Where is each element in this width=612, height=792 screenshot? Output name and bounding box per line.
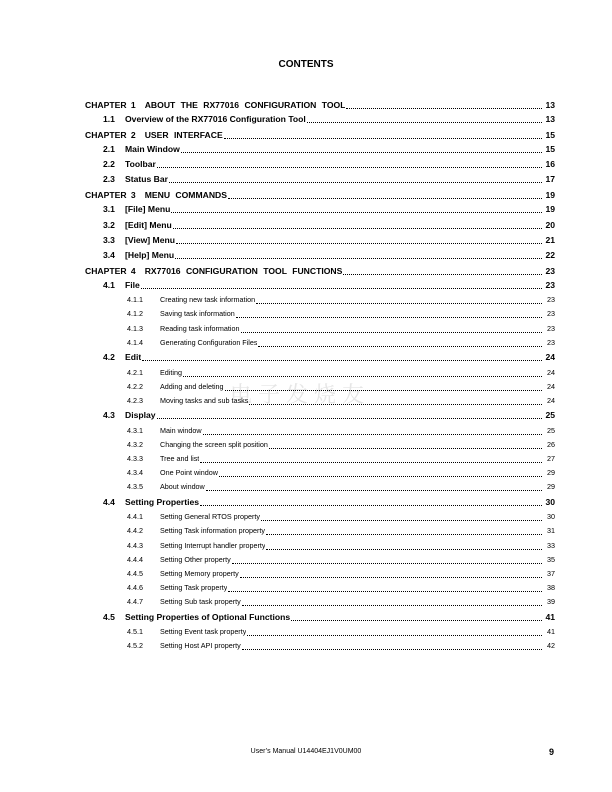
toc-section-row[interactable] xyxy=(85,114,555,126)
toc-number: CHAPTER 1 xyxy=(85,100,136,110)
toc-leader-dots xyxy=(232,563,542,564)
toc-label: RX77016 CONFIGURATION TOOL FUNCTIONS xyxy=(144,266,343,276)
toc-number: 4.5.2 xyxy=(127,641,143,651)
toc-sub-row[interactable] xyxy=(85,468,555,480)
toc-label: Edit xyxy=(125,352,142,363)
toc-sub-row[interactable] xyxy=(85,309,555,321)
toc-sub-row[interactable] xyxy=(85,368,555,380)
toc-label: About window xyxy=(160,482,205,492)
toc-label: Main Window xyxy=(125,144,180,154)
toc-leader-dots xyxy=(269,448,542,449)
toc-page-number: 41 xyxy=(545,611,555,622)
toc-leader-dots xyxy=(291,620,542,621)
toc-leader-dots xyxy=(242,649,542,650)
toc-leader-dots xyxy=(181,152,542,153)
toc-leader-dots xyxy=(258,346,542,347)
toc-number: 4.2.1 xyxy=(127,367,143,377)
toc-page-number: 30 xyxy=(547,512,555,522)
toc-label: Generating Configuration Files xyxy=(160,337,258,347)
toc-page-number: 25 xyxy=(545,410,555,421)
toc-section-row[interactable] xyxy=(85,174,555,186)
toc-page-number: 37 xyxy=(547,568,555,578)
toc-number: 4.4.7 xyxy=(127,597,143,607)
toc-number: 2.2 xyxy=(103,159,115,170)
toc-label: Adding and deleting xyxy=(160,381,224,391)
toc-number: 4.4.3 xyxy=(127,540,143,550)
toc-number: 3.2 xyxy=(103,219,115,230)
toc-number: 3.4 xyxy=(103,250,115,260)
footer-manual-id: User’s Manual U14404EJ1V0UM00 xyxy=(250,748,362,755)
toc-label: Setting General RTOS property xyxy=(160,512,261,522)
toc-number: 4.3.3 xyxy=(127,454,143,463)
toc-leader-dots xyxy=(173,228,542,229)
toc-page-number: 21 xyxy=(545,234,555,245)
toc-page-number: 41 xyxy=(547,627,555,636)
toc-label: Creating new task information xyxy=(160,295,256,305)
toc-label: [View] Menu xyxy=(125,234,175,245)
toc-number: CHAPTER 4 xyxy=(85,266,136,276)
toc-section-row[interactable] xyxy=(85,144,555,156)
toc-label: ABOUT THE RX77016 CONFIGURATION TOOL xyxy=(144,100,346,110)
toc-page-number: 23 xyxy=(545,280,555,290)
toc-leader-dots xyxy=(346,108,542,109)
toc-page-number: 42 xyxy=(547,641,555,651)
toc-label: Setting Host API property xyxy=(160,641,241,651)
toc-section-row[interactable] xyxy=(85,410,555,422)
toc-label: Tree and list xyxy=(160,454,200,463)
toc-number: CHAPTER 2 xyxy=(85,130,136,140)
toc-page-number: 23 xyxy=(547,337,555,347)
toc-number: 3.3 xyxy=(103,234,115,245)
toc-sub-row[interactable] xyxy=(85,295,555,307)
toc-page-number: 23 xyxy=(545,266,555,276)
toc-page-number: 13 xyxy=(545,100,555,110)
toc-number: 4.4 xyxy=(103,496,115,507)
toc-leader-dots xyxy=(261,520,542,521)
toc-sub-row[interactable] xyxy=(85,641,555,653)
toc-label: Display xyxy=(125,410,156,421)
toc-sub-row[interactable] xyxy=(85,396,555,408)
toc-page-number: 29 xyxy=(547,468,555,478)
toc-section-row[interactable] xyxy=(85,235,555,247)
page-title: CONTENTS xyxy=(278,59,334,70)
watermark: 电子发烧友 xyxy=(230,382,371,407)
toc-number: 4.3.5 xyxy=(127,482,143,492)
toc-leader-dots xyxy=(247,635,542,636)
toc-number: 4.4.5 xyxy=(127,568,143,578)
toc-page-number: 20 xyxy=(545,219,555,230)
toc-page-number: 23 xyxy=(547,295,555,305)
toc-leader-dots xyxy=(219,476,542,477)
toc-leader-dots xyxy=(141,288,542,289)
toc-page-number: 17 xyxy=(545,174,555,185)
toc-page-number: 33 xyxy=(547,540,555,550)
toc-section-row[interactable] xyxy=(85,204,555,216)
toc-number: 4.4.6 xyxy=(127,583,143,593)
toc-number: 4.3.2 xyxy=(127,439,143,449)
toc-sub-row[interactable] xyxy=(85,512,555,524)
toc-section-row[interactable] xyxy=(85,159,555,171)
toc-page-number: 29 xyxy=(547,482,555,492)
toc-label: Setting Memory property xyxy=(160,568,239,578)
toc-page-number: 23 xyxy=(547,309,555,319)
toc-label: [Edit] Menu xyxy=(125,219,172,230)
toc-page-number: 15 xyxy=(545,144,555,154)
toc-page-number: 26 xyxy=(547,439,555,449)
toc-number: CHAPTER 3 xyxy=(85,190,136,201)
toc-number: 4.1.3 xyxy=(127,323,143,333)
toc-label: Moving tasks and sub tasks xyxy=(160,395,249,405)
toc-section-row[interactable] xyxy=(85,497,555,509)
toc-label: File xyxy=(125,280,140,290)
toc-leader-dots xyxy=(242,605,542,606)
toc-leader-dots xyxy=(169,182,542,183)
toc-leader-dots xyxy=(266,534,542,535)
toc-sub-row[interactable] xyxy=(85,597,555,609)
toc-leader-dots xyxy=(225,390,542,391)
toc-leader-dots xyxy=(200,462,542,463)
toc-leader-dots xyxy=(240,577,542,578)
toc-section-row[interactable] xyxy=(85,352,555,364)
toc-sub-row[interactable] xyxy=(85,541,555,553)
toc-number: 4.3 xyxy=(103,410,115,421)
toc-label: One Point window xyxy=(160,468,218,478)
footer-page-number: 9 xyxy=(549,747,555,757)
toc-chapter-row[interactable] xyxy=(85,266,555,278)
toc-label: Setting Event task property xyxy=(160,627,247,636)
toc-label: Overview of the RX77016 Configuration Tool xyxy=(125,114,306,124)
toc-leader-dots xyxy=(206,490,542,491)
toc-number: 4.1.2 xyxy=(127,309,143,319)
toc-page-number: 19 xyxy=(545,204,555,215)
toc-sub-row[interactable] xyxy=(85,627,555,639)
toc-chapter-row[interactable] xyxy=(85,190,555,202)
toc-label: Setting Properties xyxy=(125,496,200,507)
toc-page-number: 19 xyxy=(545,190,555,201)
toc-leader-dots xyxy=(157,418,542,419)
toc-leader-dots xyxy=(236,317,542,318)
toc-sub-row[interactable] xyxy=(85,454,555,466)
toc-number: 2.1 xyxy=(103,144,115,154)
toc-label: Setting Task information property xyxy=(160,526,265,536)
toc-page-number: 13 xyxy=(545,114,555,124)
toc-page-number: 23 xyxy=(547,323,555,333)
toc-page-number: 38 xyxy=(547,583,555,593)
toc-number: 4.3.1 xyxy=(127,425,143,435)
toc-label: USER INTERFACE xyxy=(144,130,223,140)
toc-page-number: 15 xyxy=(545,130,555,140)
toc-label: Setting Interrupt handler property xyxy=(160,540,266,550)
toc-sub-row[interactable] xyxy=(85,555,555,567)
toc-leader-dots xyxy=(171,212,542,213)
toc-label: Editing xyxy=(160,367,182,377)
toc-section-row[interactable] xyxy=(85,220,555,232)
toc-label: Setting Task property xyxy=(160,583,228,593)
toc-number: 4.4.2 xyxy=(127,526,143,536)
toc-page-number: 24 xyxy=(545,352,555,363)
toc-number: 4.1.4 xyxy=(127,337,143,347)
toc-leader-dots xyxy=(203,434,542,435)
toc-leader-dots xyxy=(256,303,542,304)
toc-sub-row[interactable] xyxy=(85,324,555,336)
toc-page-number: 31 xyxy=(547,526,555,536)
toc-leader-dots xyxy=(175,258,542,259)
toc-page-number: 24 xyxy=(547,367,555,377)
toc-leader-dots xyxy=(228,591,542,592)
toc-page-number: 27 xyxy=(547,454,555,463)
toc-number: 4.5 xyxy=(103,611,115,622)
toc-page-number: 39 xyxy=(547,597,555,607)
toc-sub-row[interactable] xyxy=(85,526,555,538)
toc-number: 4.4.4 xyxy=(127,554,143,564)
toc-label: Main window xyxy=(160,425,202,435)
toc-leader-dots xyxy=(157,167,542,168)
toc-sub-row[interactable] xyxy=(85,338,555,350)
toc-number: 4.3.4 xyxy=(127,468,143,478)
toc-label: Status Bar xyxy=(125,174,168,185)
toc-sub-row[interactable] xyxy=(85,583,555,595)
toc-leader-dots xyxy=(176,243,542,244)
toc-label: Reading task information xyxy=(160,323,240,333)
toc-number: 4.4.1 xyxy=(127,512,143,522)
toc-label: Changing the screen split position xyxy=(160,439,268,449)
toc-label: [File] Menu xyxy=(125,204,171,215)
toc-label: Setting Other property xyxy=(160,554,231,564)
toc-leader-dots xyxy=(142,360,542,361)
toc-number: 4.2.2 xyxy=(127,381,143,391)
toc-page-number: 24 xyxy=(547,395,555,405)
toc-sub-row[interactable] xyxy=(85,440,555,452)
toc-number: 4.2 xyxy=(103,352,115,363)
toc-sub-row[interactable] xyxy=(85,569,555,581)
toc-leader-dots xyxy=(266,549,542,550)
toc-section-row[interactable] xyxy=(85,250,555,262)
toc-number: 4.1 xyxy=(103,280,115,290)
toc-page-number: 22 xyxy=(545,250,555,260)
toc-section-row[interactable] xyxy=(85,280,555,292)
toc-section-row[interactable] xyxy=(85,612,555,624)
toc-label: Saving task information xyxy=(160,309,235,319)
toc-sub-row[interactable] xyxy=(85,426,555,438)
toc-leader-dots xyxy=(307,122,542,123)
toc-leader-dots xyxy=(183,376,542,377)
toc-label: Setting Properties of Optional Functions xyxy=(125,611,291,622)
toc-page-number: 25 xyxy=(547,425,555,435)
toc-leader-dots xyxy=(249,404,542,405)
toc-sub-row[interactable] xyxy=(85,482,555,494)
toc-label: Setting Sub task property xyxy=(160,597,241,607)
toc-page-number: 35 xyxy=(547,554,555,564)
toc-leader-dots xyxy=(228,198,542,199)
toc-number: 4.2.3 xyxy=(127,395,143,405)
toc-leader-dots xyxy=(241,332,542,333)
toc-number: 2.3 xyxy=(103,174,115,185)
toc-leader-dots xyxy=(343,274,542,275)
toc-label: Toolbar xyxy=(125,159,156,170)
toc-leader-dots xyxy=(200,505,542,506)
toc-number: 4.5.1 xyxy=(127,627,143,636)
toc-number: 4.1.1 xyxy=(127,295,143,305)
toc-page-number: 30 xyxy=(545,496,555,507)
toc-chapter-row[interactable] xyxy=(85,130,555,142)
toc-leader-dots xyxy=(224,138,542,139)
toc-sub-row[interactable] xyxy=(85,382,555,394)
toc-page-number: 16 xyxy=(545,159,555,170)
toc-label: MENU COMMANDS xyxy=(144,190,227,201)
toc-number: 3.1 xyxy=(103,204,115,215)
toc-page-number: 24 xyxy=(547,381,555,391)
toc-label: [Help] Menu xyxy=(125,250,175,260)
toc-number: 1.1 xyxy=(103,114,115,124)
toc-chapter-row[interactable] xyxy=(85,100,555,112)
